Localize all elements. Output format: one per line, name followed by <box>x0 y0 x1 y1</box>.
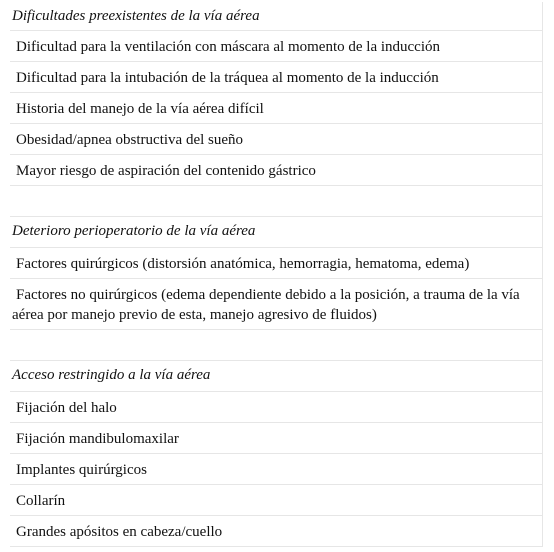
airway-factors-table <box>10 2 543 547</box>
section-title-preexisting: Dificultades preexistentes de la vía aérea <box>10 2 543 31</box>
spacer-row <box>10 330 543 361</box>
table-row: Collarín <box>10 485 543 516</box>
table-row: Obesidad/apnea obstructiva del sueño <box>10 124 543 155</box>
table-row: Fijación mandibulomaxilar <box>10 423 543 454</box>
table-row: Mayor riesgo de aspiración del contenido gástrico <box>10 155 543 186</box>
table-row: Factores quirúrgicos (distorsión anatómica, hemorragia, hematoma, edema) <box>10 248 543 279</box>
table-row: Grandes apósitos en cabeza/cuello <box>10 516 543 547</box>
table-row: Implantes quirúrgicos <box>10 454 543 485</box>
table-row: Historia del manejo de la vía aérea difícil <box>10 93 543 124</box>
section-title-perioperative: Deterioro perioperatorio de la vía aérea <box>10 217 543 248</box>
section-title-restricted-access: Acceso restringido a la vía aérea <box>10 361 543 392</box>
table-row: Dificultad para la intubación de la tráquea al momento de la inducción <box>10 62 543 93</box>
table-row: Dificultad para la ventilación con máscara al momento de la inducción <box>10 31 543 62</box>
table-row: Fijación del halo <box>10 392 543 423</box>
spacer-row <box>10 186 543 217</box>
table-row: Factores no quirúrgicos (edema dependiente debido a la posición, a trauma de la vía aérea por manejo previo de esta, manejo agresivo de fluidos) <box>10 279 543 330</box>
